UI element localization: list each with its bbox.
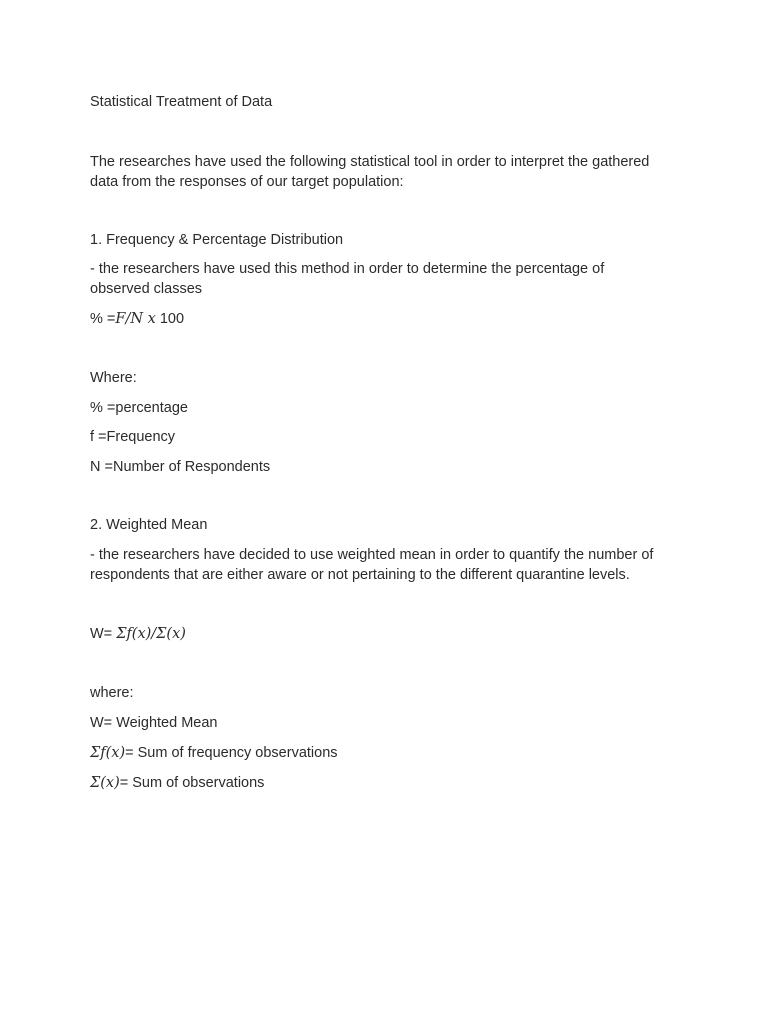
- intro-line-2: data from the responses of our target population:: [90, 174, 404, 190]
- section2-description: [90, 545, 690, 585]
- section2-heading: 2. Weighted Mean: [90, 517, 208, 533]
- weighted-mean-formula-prefix: W=: [90, 626, 117, 642]
- percentage-formula-math: F/N x: [115, 311, 156, 327]
- definition-sum-frequency-math: Σf(x): [90, 745, 126, 761]
- section1-heading: 1. Frequency & Percentage Distribution: [90, 232, 344, 248]
- definition-frequency: f =Frequency: [90, 429, 176, 445]
- section2-description-line-1: - the researchers have decided to use weighted mean in order to quantify the number of: [90, 547, 654, 563]
- definition-respondents: N =Number of Respondents: [90, 459, 271, 475]
- definition-weighted-mean: W= Weighted Mean: [90, 715, 218, 731]
- intro-paragraph: [90, 152, 690, 192]
- section1-where-label: Where:: [90, 370, 137, 386]
- definition-sum-observations-text: = Sum of observations: [119, 775, 265, 791]
- document-page: [90, 0, 690, 1024]
- definition-sum-observations: [90, 773, 264, 793]
- section2-description-line-2: respondents that are either aware or not pertaining to the different quarantine levels.: [90, 567, 630, 583]
- section2-where-label: where:: [90, 685, 134, 701]
- definition-percentage: % =percentage: [90, 400, 188, 416]
- percentage-formula: [90, 309, 184, 329]
- section1-description-line-2: observed classes: [90, 281, 203, 297]
- section1-description-line-1: - the researchers have used this method in order to determine the percentage of: [90, 261, 605, 277]
- document-title: Statistical Treatment of Data: [90, 94, 273, 110]
- definition-sum-frequency-text: = Sum of frequency observations: [125, 745, 338, 761]
- definition-sum-observations-math: Σ(x): [90, 775, 120, 791]
- definition-sum-frequency: [90, 743, 338, 763]
- percentage-formula-prefix: % =: [90, 311, 116, 327]
- percentage-formula-suffix: 100: [155, 311, 185, 327]
- intro-line-1: The researches have used the following statistical tool in order to interpret the gathered: [90, 154, 650, 170]
- weighted-mean-formula: [90, 624, 186, 644]
- weighted-mean-formula-math: Σf(x)/Σ(x): [116, 626, 186, 642]
- section1-description: [90, 259, 690, 299]
